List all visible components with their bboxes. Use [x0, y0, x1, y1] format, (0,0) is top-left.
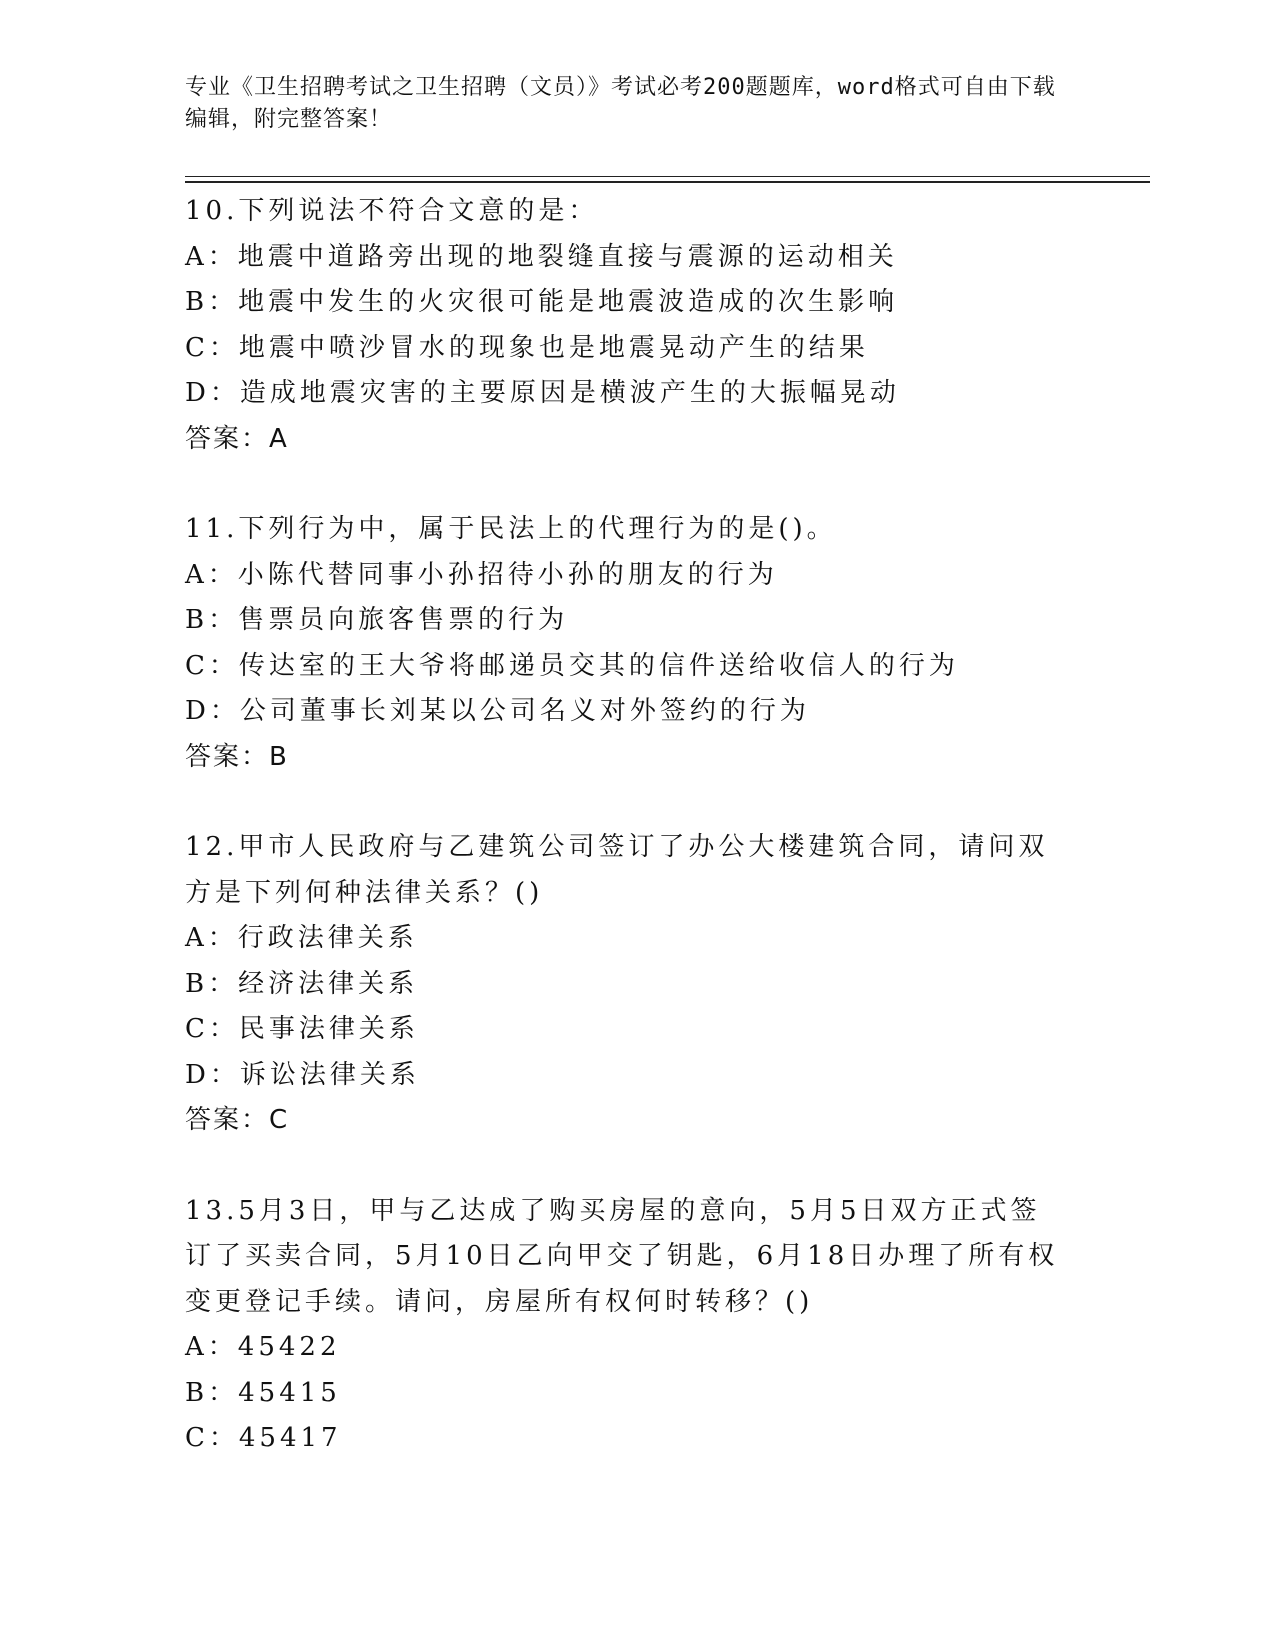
option-c: C：传达室的王大爷将邮递员交其的信件送给收信人的行为 — [185, 650, 959, 681]
option-a: A：行政法律关系 — [185, 923, 418, 953]
question-stem: 13.5月3日，甲与乙达成了购买房屋的意向，5月5日双方正式签订了买卖合同，5月10日乙向甲交了钥匙，6月18日办理了所有权变更登记手续。请问，房屋所有权何时转移？() — [185, 1195, 1059, 1317]
option-b: B：地震中发生的火灾很可能是地震波造成的次生影响 — [185, 287, 899, 317]
option-d: D：公司董事长刘某以公司名义对外签约的行为 — [185, 696, 810, 726]
question-stem: 10.下列说法不符合文意的是： — [185, 196, 599, 226]
option-b: B：经济法律关系 — [185, 968, 419, 999]
option-b: B：45415 — [185, 1377, 341, 1408]
header-divider-thick — [185, 181, 1150, 183]
question-12 — [185, 825, 1085, 1144]
option-c: C：地震中喷沙冒水的现象也是地震晃动产生的结果 — [185, 332, 869, 363]
question-stem: 12.甲市人民政府与乙建筑公司签订了办公大楼建筑合同，请问双方是下列何种法律关系？() — [185, 832, 1049, 908]
option-a: A：地震中道路旁出现的地裂缝直接与震源的运动相关 — [185, 241, 898, 272]
option-c: C：45417 — [185, 1423, 342, 1453]
header-divider-thin — [185, 176, 1150, 177]
option-d: D：造成地震灾害的主要原因是横波产生的大振幅晃动 — [185, 378, 900, 408]
question-13 — [185, 1189, 1085, 1462]
option-a: A：45422 — [185, 1332, 341, 1362]
question-10 — [185, 189, 1085, 462]
answer-line: 答案：A — [185, 423, 289, 454]
question-list — [185, 189, 1085, 1462]
option-a: A：小陈代替同事小孙招待小孙的朋友的行为 — [185, 559, 778, 590]
question-stem: 11.下列行为中，属于民法上的代理行为的是()。 — [185, 514, 837, 544]
answer-line: 答案：C — [185, 1105, 290, 1135]
option-d: D：诉讼法律关系 — [185, 1059, 420, 1090]
question-11 — [185, 507, 1085, 780]
option-c: C：民事法律关系 — [185, 1014, 419, 1044]
option-b: B：售票员向旅客售票的行为 — [185, 605, 569, 635]
document-header: 专业《卫生招聘考试之卫生招聘（文员）》考试必考200题题库，word格式可自由下载编辑，附完整答案！ — [185, 75, 1056, 132]
answer-line: 答案：B — [185, 741, 289, 772]
